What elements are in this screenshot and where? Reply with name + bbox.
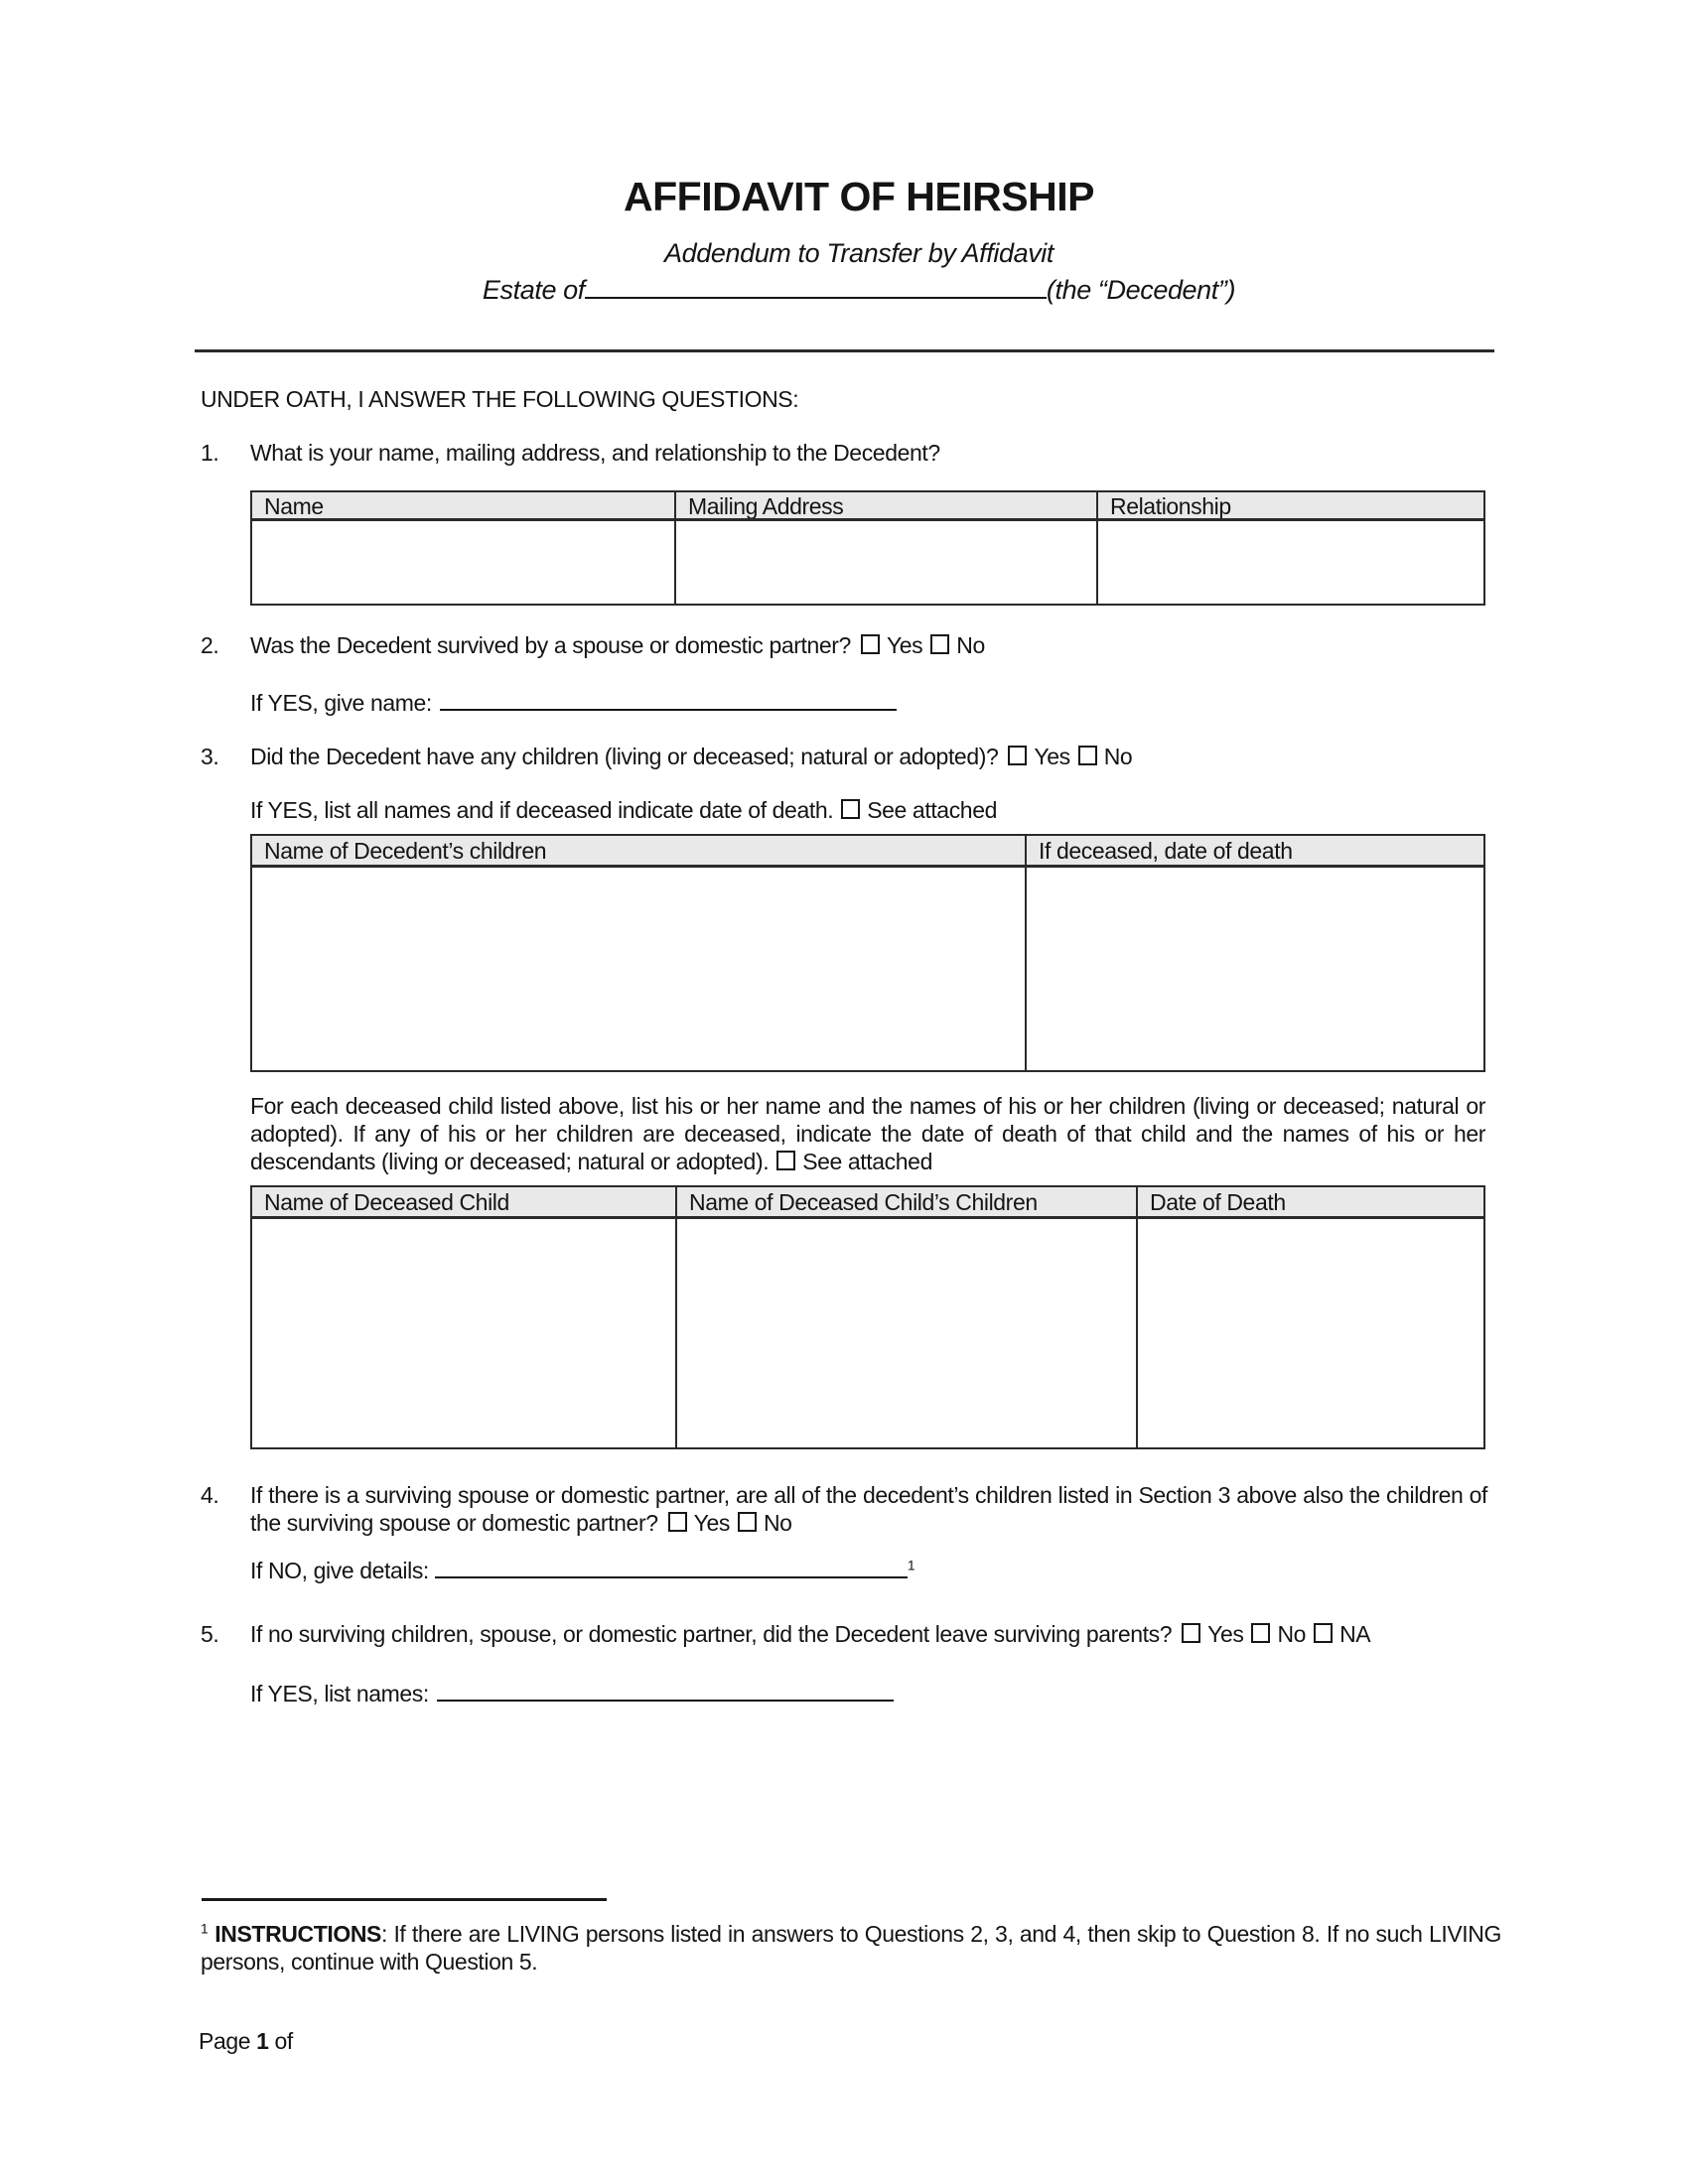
q4-yes-label: Yes: [693, 1510, 730, 1536]
q3-yes-checkbox-icon[interactable]: [1008, 746, 1027, 765]
q2-yes-checkbox-icon[interactable]: [861, 634, 880, 654]
footnote-reference: 1: [201, 1920, 209, 1937]
page-label: Page: [199, 2028, 251, 2054]
estate-label: Estate of: [482, 275, 585, 305]
question-2-text: Was the Decedent survived by a spouse or domestic partner?: [250, 632, 851, 658]
heir-name-cell[interactable]: [252, 521, 674, 604]
question-2-number: 2.: [201, 632, 219, 658]
oath-statement: UNDER OATH, I ANSWER THE FOLLOWING QUESTIONS:: [201, 386, 799, 412]
q4-no-checkbox-icon[interactable]: [738, 1512, 757, 1532]
question-2-followup: [250, 689, 1537, 717]
deceased-child-name-cell[interactable]: [252, 1219, 675, 1447]
question-3: [201, 743, 1487, 770]
question-4-text: If there is a surviving spouse or domestic partner, are all of the decedent’s children listed in Section 3 above also the children of the surviving spouse or domestic partner?: [250, 1482, 1487, 1536]
question-1-number: 1.: [201, 440, 219, 466]
children-date-of-death-header: If deceased, date of death: [1025, 836, 1483, 865]
heir-info-table-body-row: [252, 521, 1483, 604]
children-names-header: Name of Decedent’s children: [264, 838, 547, 864]
q2-no-label: No: [956, 632, 985, 658]
paragraph-see-attached-checkbox-icon[interactable]: [776, 1151, 795, 1170]
paragraph-see-attached-label: See attached: [802, 1149, 932, 1174]
question-4: [201, 1481, 1487, 1537]
footnote: [201, 1920, 1501, 1976]
q2-yes-label: Yes: [886, 632, 923, 658]
question-5-text: If no surviving children, spouse, or domestic partner, did the Decedent leave surviving parents?: [250, 1621, 1173, 1647]
decedent-label: (the “Decedent”): [1046, 275, 1236, 305]
header-divider: [195, 349, 1494, 352]
question-1: [201, 439, 1487, 467]
q5-followup-label: If YES, list names:: [250, 1681, 429, 1706]
heir-mailing-address-cell[interactable]: [674, 521, 1096, 604]
heir-info-header-relationship: Relationship: [1096, 492, 1483, 518]
q5-na-label: NA: [1339, 1621, 1371, 1647]
decedent-children-header-row: [252, 836, 1483, 868]
q2-followup-label: If YES, give name:: [250, 690, 432, 716]
deceased-child-body-row: [252, 1219, 1483, 1447]
deceased-child-instructions: [250, 1092, 1485, 1175]
heir-info-header-name: Name: [264, 492, 324, 518]
children-names-cell[interactable]: [252, 868, 1025, 1070]
q5-na-checkbox-icon[interactable]: [1314, 1623, 1333, 1643]
q3-no-checkbox-icon[interactable]: [1078, 746, 1097, 765]
footnote-text: : If there are LIVING persons listed in answers to Questions 2, 3, and 4, then skip to Question 8. If no such LIVING persons, continue with Question 5.: [201, 1921, 1501, 1975]
page-of-label: of: [274, 2028, 293, 2054]
page-title: AFFIDAVIT OF HEIRSHIP: [624, 174, 1094, 219]
deceased-child-children-cell[interactable]: [675, 1219, 1136, 1447]
deceased-child-table: [250, 1185, 1485, 1449]
page-number: 1: [256, 2028, 269, 2054]
deceased-child-date-of-death-header: Date of Death: [1136, 1187, 1483, 1216]
question-1-text: What is your name, mailing address, and relationship to the Decedent?: [250, 440, 940, 466]
question-4-followup: [250, 1557, 1537, 1584]
question-4-number: 4.: [201, 1482, 219, 1508]
deceased-child-name-header: Name of Deceased Child: [264, 1189, 509, 1215]
children-date-of-death-cell[interactable]: [1025, 868, 1483, 1070]
question-3-text: Did the Decedent have any children (living or deceased; natural or adopted)?: [250, 744, 999, 769]
estate-line: [0, 274, 1688, 306]
q5-no-checkbox-icon[interactable]: [1251, 1623, 1270, 1643]
q5-yes-checkbox-icon[interactable]: [1182, 1623, 1200, 1643]
heir-relationship-cell[interactable]: [1096, 521, 1483, 604]
deceased-child-paragraph: For each deceased child listed above, list his or her name and the names of his or her children (living or deceased; natural or adopted). If any of his or her children are deceased, indicate the date of death of that child and the names of his or her descendants (living or deceased; natural or adopted).: [250, 1093, 1485, 1174]
footnote-divider: [202, 1898, 607, 1901]
details-blank[interactable]: [435, 1557, 908, 1578]
q5-yes-label: Yes: [1207, 1621, 1244, 1647]
heir-info-table: [250, 490, 1485, 606]
q3-followup-label: If YES, list all names and if deceased indicate date of death.: [250, 797, 834, 823]
question-2: [201, 631, 1487, 659]
heir-info-table-header-row: [252, 492, 1483, 521]
q3-yes-label: Yes: [1034, 744, 1070, 769]
question-5: [201, 1620, 1487, 1648]
estate-name-blank[interactable]: [585, 275, 1047, 299]
q4-no-label: No: [763, 1510, 792, 1536]
question-3-followup: [250, 796, 1537, 824]
q3-see-attached-checkbox-icon[interactable]: [841, 799, 860, 819]
deceased-child-header-row: [252, 1187, 1483, 1219]
decedent-children-body-row: [252, 868, 1483, 1070]
deceased-child-date-of-death-cell[interactable]: [1136, 1219, 1483, 1447]
q4-followup-label: If NO, give details:: [250, 1558, 429, 1583]
q3-see-attached-label: See attached: [867, 797, 997, 823]
question-3-number: 3.: [201, 744, 219, 769]
page-subtitle: Addendum to Transfer by Affidavit: [664, 238, 1054, 268]
decedent-children-table: [250, 834, 1485, 1072]
page-number-line: [199, 2027, 293, 2055]
deceased-child-children-header: Name of Deceased Child’s Children: [675, 1187, 1136, 1216]
q4-footnote-reference: 1: [907, 1557, 915, 1573]
q5-no-label: No: [1277, 1621, 1307, 1647]
question-5-followup: [250, 1680, 1537, 1707]
spouse-name-blank[interactable]: [440, 689, 897, 711]
question-5-number: 5.: [201, 1621, 219, 1647]
footnote-label: INSTRUCTIONS: [214, 1921, 381, 1947]
q4-yes-checkbox-icon[interactable]: [668, 1512, 687, 1532]
parents-names-blank[interactable]: [437, 1680, 894, 1702]
heir-info-header-mailing-address: Mailing Address: [674, 492, 1096, 518]
q3-no-label: No: [1103, 744, 1133, 769]
q2-no-checkbox-icon[interactable]: [930, 634, 949, 654]
